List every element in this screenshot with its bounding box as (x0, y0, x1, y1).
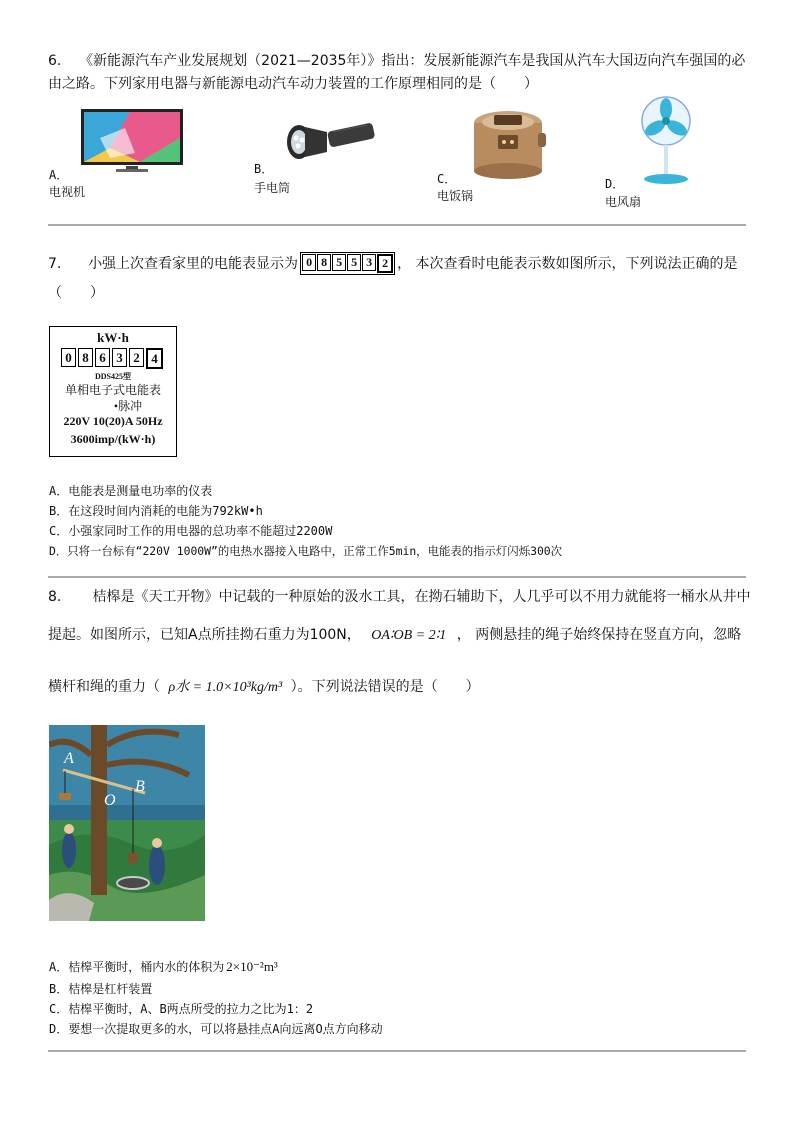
prev-digit: 3 (362, 254, 376, 271)
point-o-label: O (104, 792, 116, 809)
density-formula: ρ水 = 1.0×10³kg/m³ (168, 680, 283, 695)
q7-option-d: D．只将一台标有“220V 1000W”的电热水器接入电路中，正常工作5min，电能表的指示灯闪烁300次 (49, 544, 563, 558)
q6-option-a-letter: A． (49, 168, 69, 182)
q7-line1 (48, 252, 738, 275)
q6-option-d-letter: D． (605, 177, 625, 191)
meter-digit: 2 (129, 348, 144, 367)
q6-option-a-label: 电视机 (49, 185, 86, 199)
tv-image (80, 108, 184, 174)
prev-digit: 8 (317, 254, 331, 271)
prev-digit: 5 (332, 254, 346, 271)
q8-option-a (49, 958, 278, 976)
meter-constant: 3600imp/(kW·h) (70, 432, 156, 446)
q7-text-after: ， 本次查看时电能表示数如图所示，下列说法正确的是 (397, 255, 738, 272)
q8-text-line1: 桔槔是《天工开物》中记载的一种原始的汲水工具，在拗石辅助下，人几乎可以不用力就能将一桶水从井中 (92, 589, 751, 605)
q7-number: 7. (48, 255, 62, 272)
divider-q7 (48, 576, 746, 578)
previous-meter-reading (300, 252, 395, 275)
meter-digit: 4 (146, 348, 163, 369)
q8-text-line3b: ）。下列说法错误的是（ ） (290, 679, 480, 695)
q8-option-d: D．要想一次提取更多的水，可以将悬挂点A向远离O点方向移动 (49, 1022, 383, 1036)
q8-line2 (48, 624, 741, 647)
prev-digit: 5 (347, 254, 361, 271)
meter-digit: 0 (61, 348, 76, 367)
q6-option-d-label: 电风扇 (605, 195, 642, 209)
q8-text-line2a: 提起。如图所示，已知A点所挂拗石重力为100N， (48, 627, 361, 643)
flashlight-image (285, 118, 377, 162)
q8-number: 8. (48, 589, 62, 605)
q6-option-c-letter: C． (437, 172, 457, 186)
meter-rating: 220V 10(20)A 50Hz (63, 414, 163, 428)
meter-model: DDS425型 (94, 372, 131, 381)
q6-option-b-label: 手电筒 (254, 181, 291, 195)
meter-type: 单相电子式电能表 (64, 383, 161, 397)
point-a-label: A (64, 750, 74, 767)
q7-option-c: C．小强家同时工作的用电器的总功率不能超过2200W (49, 524, 333, 538)
q6-option-b-letter: B． (254, 162, 274, 176)
meter-digit: 3 (112, 348, 127, 367)
electric-fan-image (638, 95, 694, 187)
q8-line1 (48, 586, 751, 608)
q8-option-b: B．桔槔是杠杆装置 (49, 982, 153, 996)
q8-text-line2b: ， 两侧悬挂的绳子始终保持在竖直方向，忽略 (456, 627, 742, 643)
meter-digit: 6 (95, 348, 110, 367)
meter-pulse: •脉冲 (113, 399, 143, 413)
q6-option-c-label: 电饭锅 (437, 189, 474, 203)
q8-line3 (48, 676, 480, 699)
energy-meter-figure (49, 326, 177, 457)
rice-cooker-image (468, 105, 548, 181)
q8-option-a-text: A．桔槔平衡时，桶内水的体积为 (49, 960, 225, 974)
divider-q8 (48, 1050, 746, 1052)
q6-text-line2: 由之路。下列家用电器与新能源电动汽车动力装置的工作原理相同的是（ ） (48, 76, 538, 92)
q7-text-before: 小强上次查看家里的电能表显示为 (88, 255, 299, 272)
prev-digit: 0 (302, 254, 316, 271)
q6-line1 (48, 50, 745, 72)
q8-text-line3a: 横杆和绳的重力（ (48, 679, 160, 695)
q7-text-line2: （ ） (48, 285, 104, 301)
meter-reading (61, 348, 165, 369)
q6-number: 6. (48, 53, 62, 69)
meter-unit: kW·h (97, 330, 129, 345)
volume-formula: 2×10⁻²m³ (226, 959, 278, 974)
divider-q6 (48, 224, 746, 226)
q6-text-line1: 《新能源汽车产业发展规划（2021—2035年）》指出：发展新能源汽车是我国从汽车大国迈向汽车强国的必 (79, 53, 746, 69)
meter-digit: 8 (78, 348, 93, 367)
q8-option-c: C．桔槔平衡时，A、B两点所受的拉力之比为1：2 (49, 1002, 314, 1016)
well-sweep-figure (49, 725, 205, 921)
q7-option-b: B．在这段时间内消耗的电能为792kW•h (49, 504, 263, 518)
prev-digit: 2 (377, 254, 393, 273)
ratio-formula: OA∶OB = 2∶1 (371, 628, 447, 643)
q7-option-a: A．电能表是测量电功率的仪表 (49, 484, 213, 498)
point-b-label: B (135, 778, 145, 795)
